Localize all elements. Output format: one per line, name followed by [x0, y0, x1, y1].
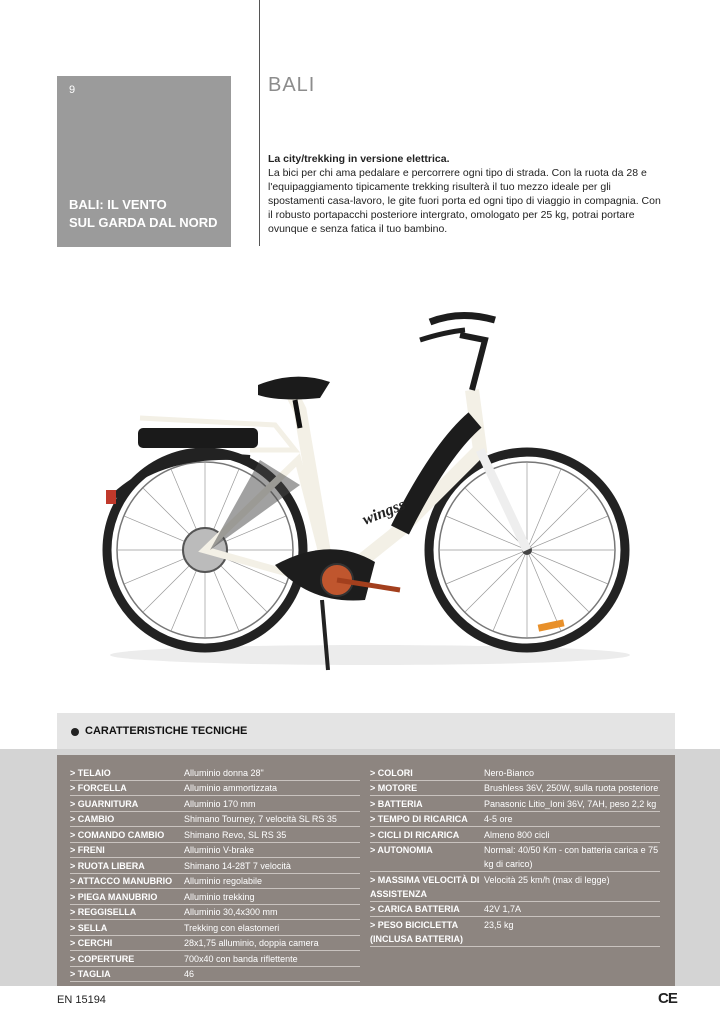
spec-label: > MASSIMA VELOCITÀ DI ASSISTENZA [370, 874, 480, 899]
ce-mark: CE [658, 990, 677, 1007]
specs-title: CARATTERISTICHE TECNICHE [85, 725, 248, 737]
spec-value: 23,5 kg [484, 919, 514, 930]
intro-body: La bici per chi ama pedalare e percorrere ogni tipo di strada. Con la ruota da 28 e l'equipaggiamento tipicamente trekking risulterà il tuo mezzo ideale per gli spostamenti casa-lavoro, le gite fuori porta ed ogni tipo di viaggio in compagnia. Con il robusto portapacchi posteriore intergrato, omologato per 25 kg, potrai portare ovunque e senza fatica il tuo bambino. [268, 167, 661, 235]
bullet-icon [71, 728, 79, 736]
spec-row [370, 765, 660, 781]
spec-row [370, 827, 660, 843]
spec-label: > PIEGA MANUBRIO [70, 891, 158, 902]
spec-value: Velocità 25 km/h (max di legge) [484, 874, 610, 885]
spec-value: 700x40 con banda riflettente [184, 953, 298, 964]
spec-row [70, 827, 360, 843]
spec-value: Alluminio 170 mm [184, 798, 256, 809]
spec-label: > SELLA [70, 922, 108, 933]
spec-row [70, 858, 360, 874]
title-box [57, 76, 231, 247]
spec-label: > COPERTURE [70, 953, 135, 964]
spec-label: > CAMBIO [70, 814, 115, 824]
spec-label: > TEMPO DI RICARICA [370, 814, 468, 824]
spec-value: Shimano Tourney, 7 velocità SL RS 35 [184, 814, 337, 824]
spec-row [370, 872, 660, 902]
spec-row [370, 843, 660, 873]
spec-value: Alluminio donna 28" [184, 767, 264, 778]
spec-row [70, 967, 360, 983]
specs-header [57, 713, 675, 749]
spec-label: > PESO BICICLETTA (INCLUSA BATTERIA) [370, 919, 463, 944]
spec-label: > COLORI [370, 767, 413, 778]
spec-row [70, 874, 360, 890]
spec-label: > FORCELLA [70, 783, 127, 793]
spec-value: Shimano 14-28T 7 velocità [184, 860, 291, 871]
spec-value: Normal: 40/50 Km - con batteria carica e 75 kg di carico) [484, 845, 659, 869]
spec-row [370, 812, 660, 828]
spec-label: > MOTORE [370, 783, 418, 793]
intro-text [268, 152, 668, 236]
spec-row [70, 951, 360, 967]
spec-label: > ATTACCO MANUBRIO [70, 876, 173, 886]
spec-label: > REGGISELLA [70, 907, 137, 917]
handlebar [420, 315, 495, 390]
rear-rack-battery [138, 418, 300, 550]
intro-lead: La city/trekking in versione elettrica. [268, 153, 450, 165]
standard-code: EN 15194 [57, 994, 106, 1006]
spec-label: > COMANDO CAMBIO [70, 829, 165, 840]
spec-label: > CICLI DI RICARICA [370, 829, 460, 840]
spec-value: 28x1,75 alluminio, doppia camera [184, 938, 319, 948]
spec-label: > CARICA BATTERIA [370, 904, 460, 914]
spec-value: Trekking con elastomeri [184, 922, 280, 933]
spec-row [70, 905, 360, 921]
spec-label: > AUTONOMIA [370, 845, 433, 855]
spec-value: 4-5 ore [484, 814, 513, 824]
spec-value: Alluminio V-brake [184, 845, 255, 855]
spec-label: > FRENI [70, 845, 105, 855]
spec-label: > TELAIO [70, 767, 111, 778]
spec-row [70, 936, 360, 952]
spec-label: > CERCHI [70, 938, 113, 948]
spec-value: Brushless 36V, 250W, sulla ruota posteriore [484, 783, 659, 793]
spec-row [370, 902, 660, 918]
spec-value: 46 [184, 969, 195, 979]
spec-value: Almeno 800 cicli [484, 829, 550, 840]
header-divider-line [259, 0, 260, 246]
specs-left-column [70, 765, 360, 982]
specs-right-column [370, 765, 660, 947]
spec-value: Alluminio regolabile [184, 876, 263, 886]
spec-label: > GUARNITURA [70, 798, 139, 809]
spec-row [370, 917, 660, 947]
rear-light [106, 490, 116, 504]
spec-row [370, 796, 660, 812]
box-title-line1: BALI: IL VENTO [69, 197, 167, 212]
model-name: BALI [268, 74, 316, 96]
spec-value: Panasonic Litio_Ioni 36V, 7AH, peso 2,2 kg [484, 798, 657, 809]
spec-row [70, 796, 360, 812]
spec-label: > RUOTA LIBERA [70, 860, 145, 871]
spec-row [370, 781, 660, 797]
spec-value: Alluminio trekking [184, 891, 255, 902]
spec-row [70, 781, 360, 797]
spec-row [70, 920, 360, 936]
spec-row [70, 889, 360, 905]
spec-label: > BATTERIA [370, 798, 423, 809]
frame-logo: wingss [360, 496, 408, 529]
page-number: 9 [69, 84, 76, 96]
spec-row [70, 765, 360, 781]
spec-row [70, 843, 360, 859]
spec-value: Shimano Revo, SL RS 35 [184, 829, 287, 840]
spec-label: > TAGLIA [70, 969, 111, 979]
spec-row [70, 812, 360, 828]
box-title-line2: SUL GARDA DAL NORD [69, 215, 218, 230]
bicycle-illustration [100, 300, 640, 680]
box-title [69, 196, 229, 232]
seat [258, 377, 330, 428]
spec-value: 42V 1,7A [484, 904, 522, 914]
spec-value: Alluminio 30,4x300 mm [184, 907, 278, 917]
spec-value: Alluminio ammortizzata [184, 783, 278, 793]
spec-value: Nero-Bianco [484, 767, 535, 778]
